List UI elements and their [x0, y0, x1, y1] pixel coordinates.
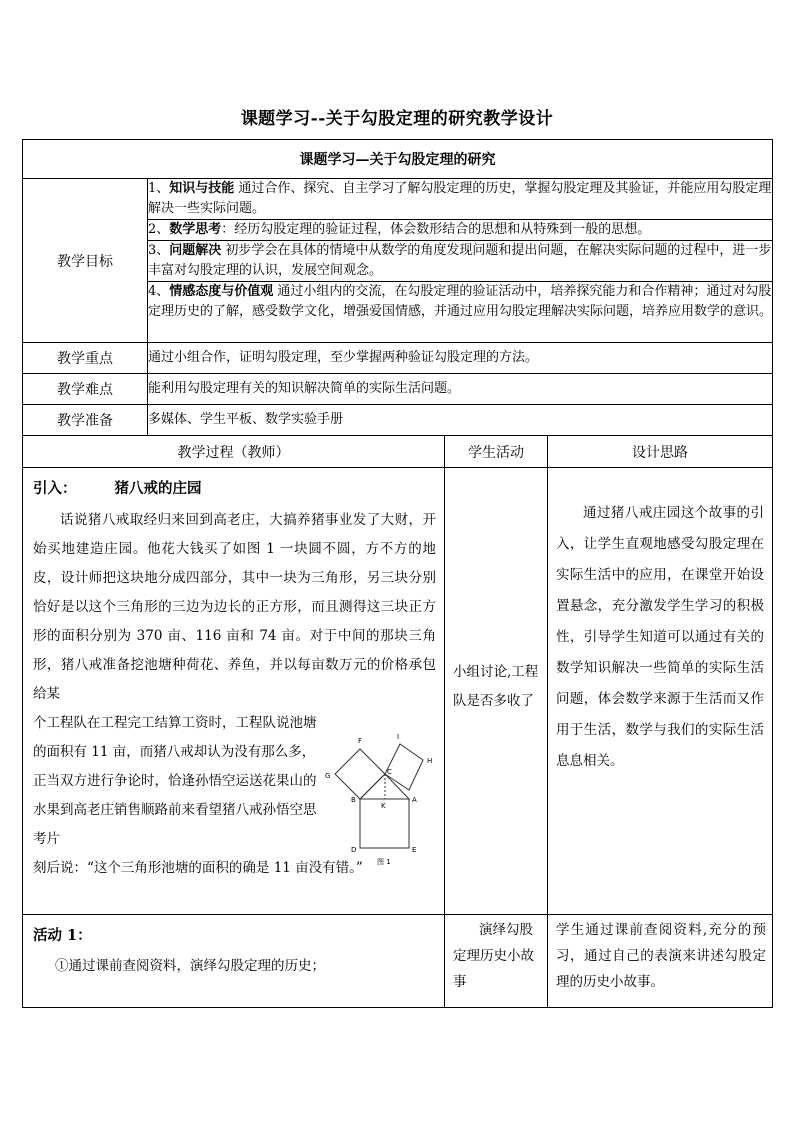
figure-label-c: C: [387, 768, 392, 776]
objective-1: 1、知识与技能 通过合作、探究、自主学习了解勾股定理的历史，掌握勾股定理及其验证，并能应用勾股定理解决一些实际问题。: [148, 179, 773, 220]
intro-cell: [23, 468, 445, 915]
key-point-text: 通过小组合作，证明勾股定理，至少掌握两种验证勾股定理的方法。: [148, 343, 773, 374]
figure-label-i: I: [397, 733, 400, 741]
activity1-cell: [23, 915, 445, 1008]
column-header-teacher: 教学过程（教师）: [23, 436, 445, 468]
figure-label-b: B: [351, 796, 356, 804]
table-subtitle: 课题学习—关于勾股定理的研究: [23, 140, 773, 179]
difficulty-label: 教学难点: [23, 374, 148, 405]
preparation-label: 教学准备: [23, 405, 148, 436]
intro-student-activity: 小组讨论,工程队是否多收了: [445, 468, 548, 915]
figure-label-h: H: [427, 757, 433, 765]
lesson-plan-table: [22, 139, 773, 1008]
figure-label-g: G: [325, 772, 331, 780]
figure-label-f: F: [358, 737, 363, 745]
figure-caption: 图 1: [377, 858, 391, 866]
preparation-text: 多媒体、学生平板、数学实验手册: [148, 405, 773, 436]
figure-1-diagram: [315, 708, 455, 868]
objectives-label: 教学目标: [23, 179, 148, 343]
activity1-line: ①通过课前查阅资料，演绎勾股定理的历史；: [55, 958, 325, 974]
key-point-label: 教学重点: [23, 343, 148, 374]
activity1-student: 演绎勾股定理历史小故事: [445, 915, 548, 1008]
intro-design-idea: 通过猪八戒庄园这个故事的引入，让学生直观地感受勾股定理在实际生活中的应用，在课堂开始设置悬念，充分激发学生学习的积极性，引导学生知道可以通过有关的数学知识解决一些简单的实际生活问题，体会数学来源于生活而又作用于生活，数学与我们的实际生活息息相关。: [548, 468, 773, 915]
intro-title: 引入： 猪八戒的庄园: [33, 480, 202, 497]
activity1-design: 学生通过课前查阅资料,充分的预习，通过自己的表演来讲述勾股定理的历史小故事。: [548, 915, 773, 1008]
figure-label-e: E: [412, 846, 417, 854]
figure-label-k: K: [381, 802, 386, 810]
page-title: 课题学习--关于勾股定理的研究教学设计: [240, 109, 554, 129]
activity1-title: 活动 1：: [33, 927, 92, 944]
intro-paragraph-wrap: 个工程队在工程完工结算工资时，工程队说池塘的面积有 11 亩，而猪八戒却认为没有那么多，正当双方进行争论时，恰逢孙悟空运送花果山的水果到高老庄销售顺路前来看望猪八戒孙悟空思考片: [33, 715, 317, 847]
figure-label-d: D: [351, 846, 357, 854]
objective-2: 2、数学思考：经历勾股定理的验证过程，体会数形结合的思想和从特殊到一般的思想。: [148, 220, 773, 241]
difficulty-text: 能利用勾股定理有关的知识解决简单的实际生活问题。: [148, 374, 773, 405]
column-header-design: 设计思路: [548, 436, 773, 468]
figure-label-a: A: [412, 796, 417, 804]
intro-paragraph-end: 刻后说：“这个三角形池塘的面积的确是 11 亩没有错。”: [33, 860, 363, 876]
intro-paragraph: 话说猪八戒取经归来回到高老庄，大搞养猪事业发了大财，开始买地建造庄园。他花大钱买了如图 1 一块圆不圆，方不方的地皮，设计师把这块地分成四部分，其中一块为三角形，另三块分别恰好是以这个三角形的三边为边长的正方形，而且测得这三块正方形的面积分别为 370 亩、116 亩和 74 亩。对于中间的那块三角形，猪八戒准备挖池塘种荷花、养鱼，并以每亩数万元的价格承包给某: [33, 512, 436, 702]
column-header-student: 学生活动: [445, 436, 548, 468]
objective-4: 4、情感态度与价值观 通过小组内的交流，在勾股定理的验证活动中，培养探究能力和合作精神；通过对勾股定理历史的了解，感受数学文化，增强爱国情感，并通过应用勾股定理解决实际问题，培养应用数学的意识。: [148, 282, 773, 343]
objective-3: 3、问题解决 初步学会在具体的情境中从数学的角度发现问题和提出问题，在解决实际问题的过程中，进一步丰富对勾股定理的认识，发展空间观念。: [148, 241, 773, 282]
